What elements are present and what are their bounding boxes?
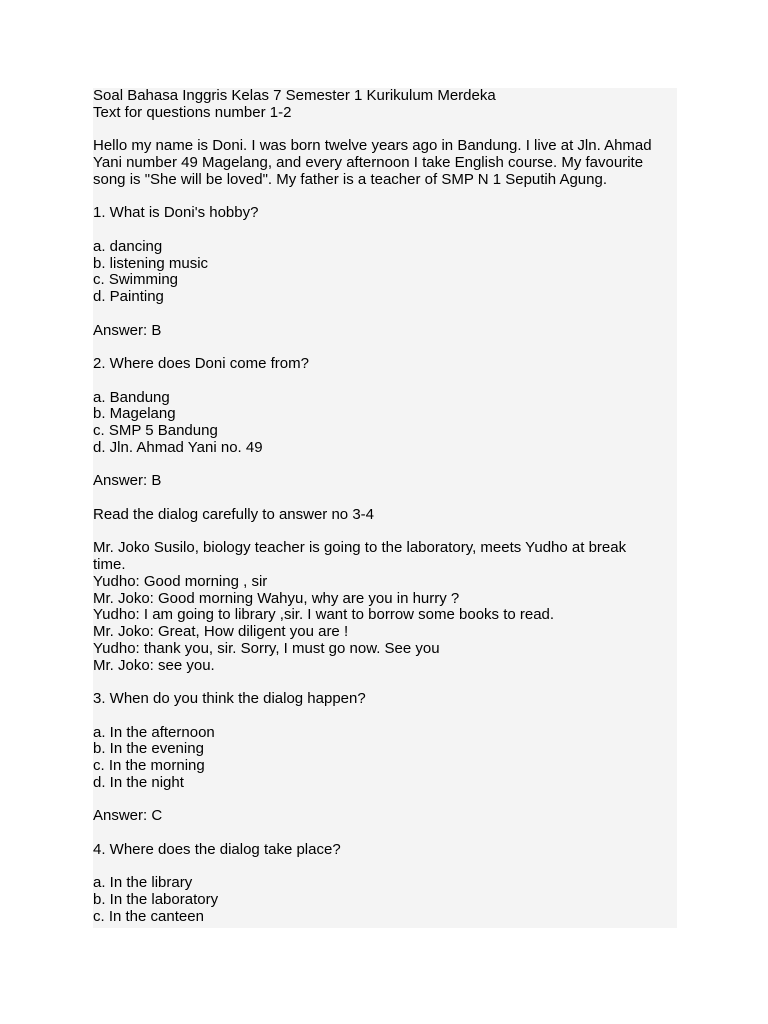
- spacer: [93, 524, 677, 541]
- answer-option: b. In the laboratory: [93, 891, 219, 908]
- answer-option: a. Bandung: [93, 388, 170, 406]
- spacer: [93, 339, 677, 356]
- spacer: [93, 674, 677, 691]
- spacer: [93, 859, 677, 876]
- dialog-intro: Read the dialog carefully to answer no 3-4: [93, 505, 375, 523]
- spacer: [93, 306, 677, 323]
- answer-option: c. In the canteen: [93, 907, 204, 925]
- dialog-line: Mr. Joko Susilo, biology teacher is going to the laboratory, meets Yudho at break: [93, 539, 627, 557]
- answer-option: a. In the afternoon: [93, 723, 215, 741]
- document-subtitle: Text for questions number 1-2: [93, 103, 292, 121]
- dialog-line: time.: [93, 556, 126, 573]
- question-text: 1. What is Doni's hobby?: [93, 204, 259, 222]
- answer-option: b. Magelang: [93, 405, 176, 423]
- answer-key: Answer: B: [93, 472, 162, 490]
- dialog: [93, 540, 677, 674]
- spacer: [93, 708, 677, 725]
- spacer: [93, 222, 677, 239]
- answer-option: b. listening music: [93, 254, 209, 272]
- dialog-line: Mr. Joko: Great, How diligent you are !: [93, 623, 349, 640]
- spacer: [93, 457, 677, 474]
- spacer: [93, 122, 677, 139]
- passage-line: Hello my name is Doni. I was born twelve years ago in Bandung. I live at Jln. Ahmad: [93, 137, 652, 155]
- question-text: 2. Where does Doni come from?: [93, 355, 309, 372]
- dialog-line: Mr. Joko: see you.: [93, 656, 215, 674]
- answer-key: Answer: B: [93, 321, 162, 339]
- question-1: [93, 205, 677, 339]
- document-title: Soal Bahasa Inggris Kelas 7 Semester 1 Kurikulum Merdeka: [93, 87, 496, 104]
- answer-option: d. In the night: [93, 773, 184, 791]
- dialog-line: Yudho: I am going to library ,sir. I want to borrow some books to read.: [93, 606, 555, 624]
- answer-option: c. SMP 5 Bandung: [93, 422, 218, 439]
- dialog-line: Mr. Joko: Good morning Wahyu, why are you in hurry ?: [93, 589, 460, 607]
- dialog-line: Yudho: thank you, sir. Sorry, I must go now. See you: [93, 639, 440, 657]
- answer-key: Answer: C: [93, 807, 163, 825]
- passage-line: song is "She will be loved". My father is a teacher of SMP N 1 Seputih Agung.: [93, 170, 607, 188]
- answer-option: d. Jln. Ahmad Yani no. 49: [93, 438, 263, 456]
- document-content: [93, 88, 677, 928]
- answer-option: a. In the library: [93, 874, 193, 892]
- answer-option: a. dancing: [93, 237, 163, 255]
- spacer: [93, 825, 677, 842]
- spacer: [93, 490, 677, 507]
- question-text: 4. Where does the dialog take place?: [93, 840, 341, 858]
- answer-option: b. In the evening: [93, 740, 204, 758]
- reading-passage: [93, 138, 677, 188]
- question-2: [93, 356, 677, 490]
- spacer: [93, 792, 677, 809]
- question-3: [93, 691, 677, 825]
- question-4: [93, 842, 677, 926]
- question-text: 3. When do you think the dialog happen?: [93, 690, 366, 707]
- dialog-line: Yudho: Good morning , sir: [93, 572, 268, 590]
- answer-option: c. In the morning: [93, 757, 205, 774]
- answer-option: c. Swimming: [93, 271, 179, 289]
- answer-option: d. Painting: [93, 288, 164, 305]
- passage-line: Yani number 49 Magelang, and every afternoon I take English course. My favourite: [93, 154, 644, 171]
- spacer: [93, 189, 677, 206]
- spacer: [93, 373, 677, 390]
